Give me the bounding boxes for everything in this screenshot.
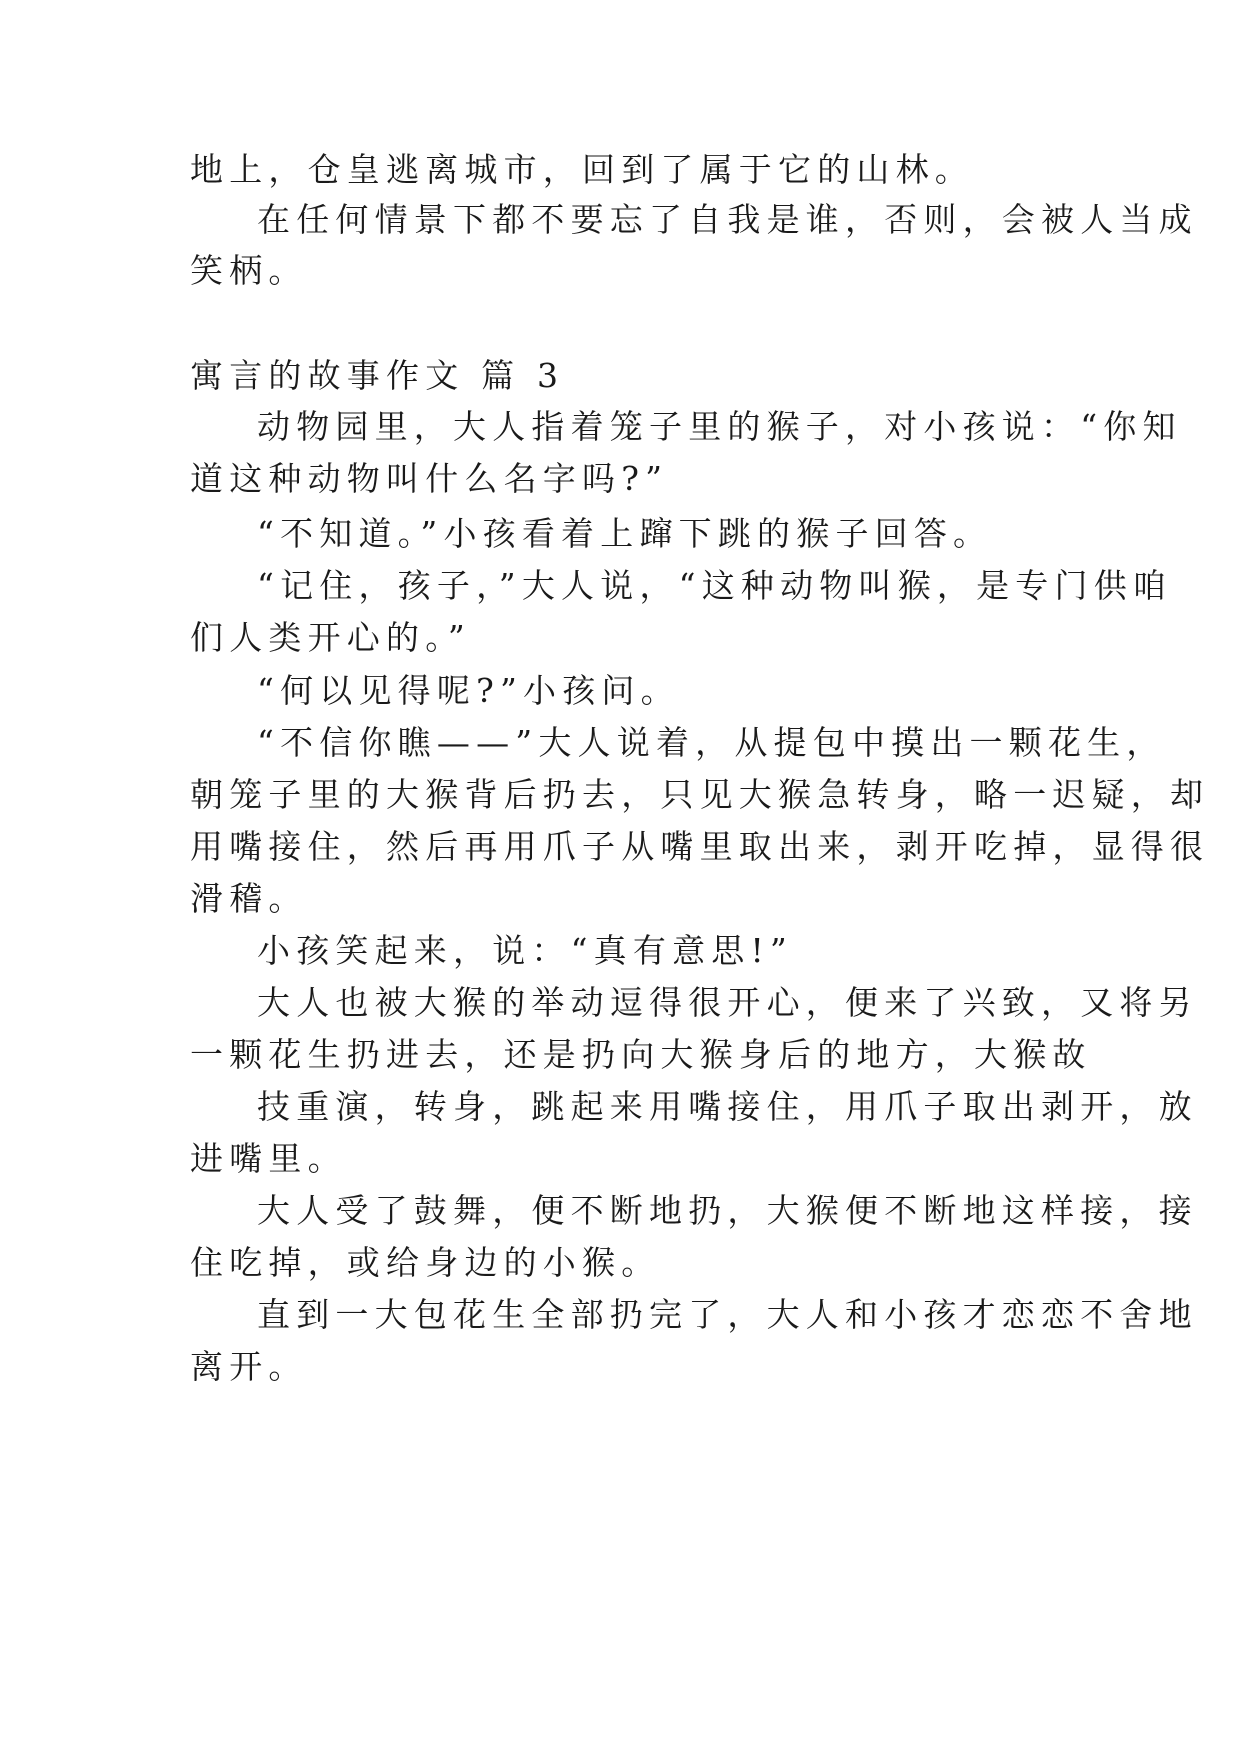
text-line: 用嘴接住，然后再用爪子从嘴里取出来，剥开吃掉，显得很 (190, 827, 1210, 866)
text-line: 直到一大包花生全部扔完了，大人和小孩才恋恋不舍地 (257, 1295, 1198, 1334)
text-line: “不知道。”小孩看着上蹿下跳的猴子回答。 (257, 514, 993, 553)
text-line: 大人受了鼓舞，便不断地扔，大猴便不断地这样接，接 (257, 1191, 1198, 1230)
text-line: 进嘴里。 (190, 1139, 347, 1178)
text-line: 住吃掉，或给身边的小猴。 (190, 1243, 661, 1282)
text-line: 笑柄。 (190, 251, 308, 290)
text-line: “何以见得呢?”小孩问。 (257, 671, 680, 710)
text-line: 朝笼子里的大猴背后扔去，只见大猴急转身，略一迟疑，却 (190, 775, 1210, 814)
text-line: 大人也被大猴的举动逗得很开心，便来了兴致，又将另 (257, 983, 1198, 1022)
text-line: “不信你瞧——”大人说着，从提包中摸出一颗花生， (257, 723, 1166, 762)
text-line: “记住，孩子，”大人说，“这种动物叫猴，是专门供咱 (257, 566, 1173, 605)
text-line: 离开。 (190, 1347, 308, 1386)
text-line: 动物园里，大人指着笼子里的猴子，对小孩说：“你知 (257, 407, 1182, 446)
text-line: 们人类开心的。” (190, 618, 471, 657)
text-line: 小孩笑起来，说：“真有意思!” (257, 931, 794, 970)
section-title: 寓言的故事作文 篇 3 (190, 356, 565, 395)
text-line: 滑稽。 (190, 879, 308, 918)
text-line: 在任何情景下都不要忘了自我是谁，否则，会被人当成 (257, 200, 1198, 239)
text-line: 地上，仓皇逃离城市，回到了属于它的山林。 (190, 150, 974, 189)
text-line: 道这种动物叫什么名字吗?” (190, 459, 669, 498)
text-line: 技重演，转身，跳起来用嘴接住，用爪子取出剥开，放 (257, 1087, 1198, 1126)
text-line: 一颗花生扔进去，还是扔向大猴身后的地方，大猴故 (190, 1035, 1092, 1074)
